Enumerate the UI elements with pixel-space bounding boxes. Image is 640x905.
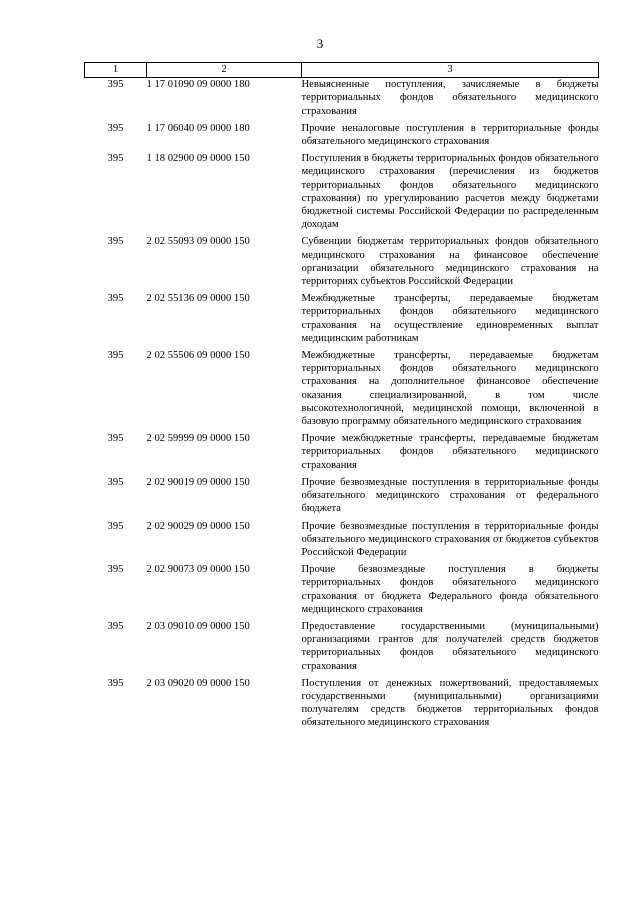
- table-row: [85, 292, 599, 349]
- budget-code-cell: 1 18 02900 09 0000 150: [146, 153, 250, 165]
- admin-code-cell: 395: [107, 564, 124, 576]
- budget-code-cell: 2 03 09020 09 0000 150: [146, 677, 250, 689]
- revenue-name-cell: Поступления от денежных пожертвований, предоставляемых государственными (муниципальными) организациями получателям средств бюджетов территориальных фондов обязательного медицинского страхования: [301, 677, 599, 729]
- page-number: 3: [316, 36, 324, 51]
- table-row: [85, 476, 599, 520]
- table-row: [85, 620, 599, 677]
- budget-code-cell: 2 02 90029 09 0000 150: [146, 520, 250, 532]
- admin-code-cell: 395: [107, 433, 124, 445]
- header-row: [85, 63, 599, 78]
- budget-code-cell: 2 03 09010 09 0000 150: [146, 620, 250, 632]
- admin-code-cell: 395: [107, 350, 124, 362]
- admin-code-cell: 395: [107, 79, 124, 91]
- table-row: [85, 677, 599, 734]
- admin-code-cell: 395: [107, 153, 124, 165]
- budget-code-cell: 2 02 55136 09 0000 150: [146, 293, 250, 305]
- revenue-name-cell: Прочие безвозмездные поступления в бюджеты территориальных фондов обязательного медицинского страхования от бюджета Федерального фонда обязательного медицинского страхования: [301, 564, 599, 615]
- budget-code-cell: 2 02 55506 09 0000 150: [146, 350, 250, 362]
- table-row: [85, 432, 599, 476]
- revenue-name-cell: Прочие неналоговые поступления в территориальные фонды обязательного медицинского страхования: [301, 122, 599, 148]
- header-col-3: 3: [302, 63, 599, 78]
- revenue-name-cell: Предоставление государственными (муниципальными) организациями грантов для получателей средств бюджетов территориальных фондов обязательного медицинского страхования: [301, 620, 599, 672]
- table-header: [85, 63, 599, 78]
- table-row: [85, 235, 599, 292]
- admin-code-cell: 395: [107, 620, 124, 632]
- admin-code-cell: 395: [107, 293, 124, 305]
- table-row: [85, 520, 599, 564]
- revenue-name-cell: Межбюджетные трансферты, передаваемые бюджетам территориальных фондов обязательного медицинского страхования на дополнительное финансовое обеспечение оказания специализированной, в том числе высокотехнологичной, медицинской помощи, включенной в базовую программу обязательного медицинского страхования: [301, 350, 599, 428]
- header-col-2: 2: [147, 63, 302, 78]
- budget-code-cell: 2 02 55093 09 0000 150: [146, 236, 250, 248]
- admin-code-cell: 395: [107, 476, 124, 488]
- revenue-name-cell: Невыясненные поступления, зачисляемые в бюджеты территориальных фондов обязательного медицинского страхования: [301, 79, 599, 117]
- revenue-name-cell: Прочие безвозмездные поступления в территориальные фонды обязательного медицинского страхования от бюджетов субъектов Российской Федерации: [301, 520, 599, 558]
- budget-codes-table: [84, 62, 599, 734]
- admin-code-cell: 395: [107, 520, 124, 532]
- table-row: [85, 78, 599, 122]
- admin-code-cell: 395: [107, 122, 124, 134]
- budget-code-cell: 2 02 59999 09 0000 150: [146, 433, 250, 445]
- table-row: [85, 152, 599, 235]
- table-row: [85, 563, 599, 620]
- revenue-name-cell: Межбюджетные трансферты, передаваемые бюджетам территориальных фондов обязательного медицинского страхования на осуществление единовременных выплат медицинским работникам: [301, 293, 599, 344]
- revenue-name-cell: Прочие безвозмездные поступления в территориальные фонды обязательного медицинского страхования от федерального бюджета: [301, 476, 599, 515]
- revenue-name-cell: Поступления в бюджеты территориальных фондов обязательного медицинского страхования (перечисления из бюджетов территориальных фондов обязательного медицинского страхования) по урегулированию расчетов между бюджетами бюджетной системы Российской Федерации по распределенным доходам: [301, 153, 599, 231]
- revenue-name-cell: Субвенции бюджетам территориальных фондов обязательного медицинского страхования на финансовое обеспечение организации обязательного медицинского страхования на территориях субъектов Российской Федерации: [301, 236, 599, 288]
- header-col-1: 1: [85, 63, 147, 78]
- table-row: [85, 122, 599, 152]
- admin-code-cell: 395: [107, 236, 124, 248]
- budget-code-cell: 1 17 01090 09 0000 180: [146, 79, 250, 91]
- budget-code-cell: 2 02 90019 09 0000 150: [146, 476, 250, 488]
- budget-code-cell: 1 17 06040 09 0000 180: [146, 122, 250, 134]
- budget-code-cell: 2 02 90073 09 0000 150: [146, 564, 250, 576]
- admin-code-cell: 395: [107, 677, 124, 689]
- table-row: [85, 349, 599, 432]
- revenue-name-cell: Прочие межбюджетные трансферты, передаваемые бюджетам территориальных фондов обязательного медицинского страхования: [301, 433, 599, 471]
- table-body: [85, 78, 599, 734]
